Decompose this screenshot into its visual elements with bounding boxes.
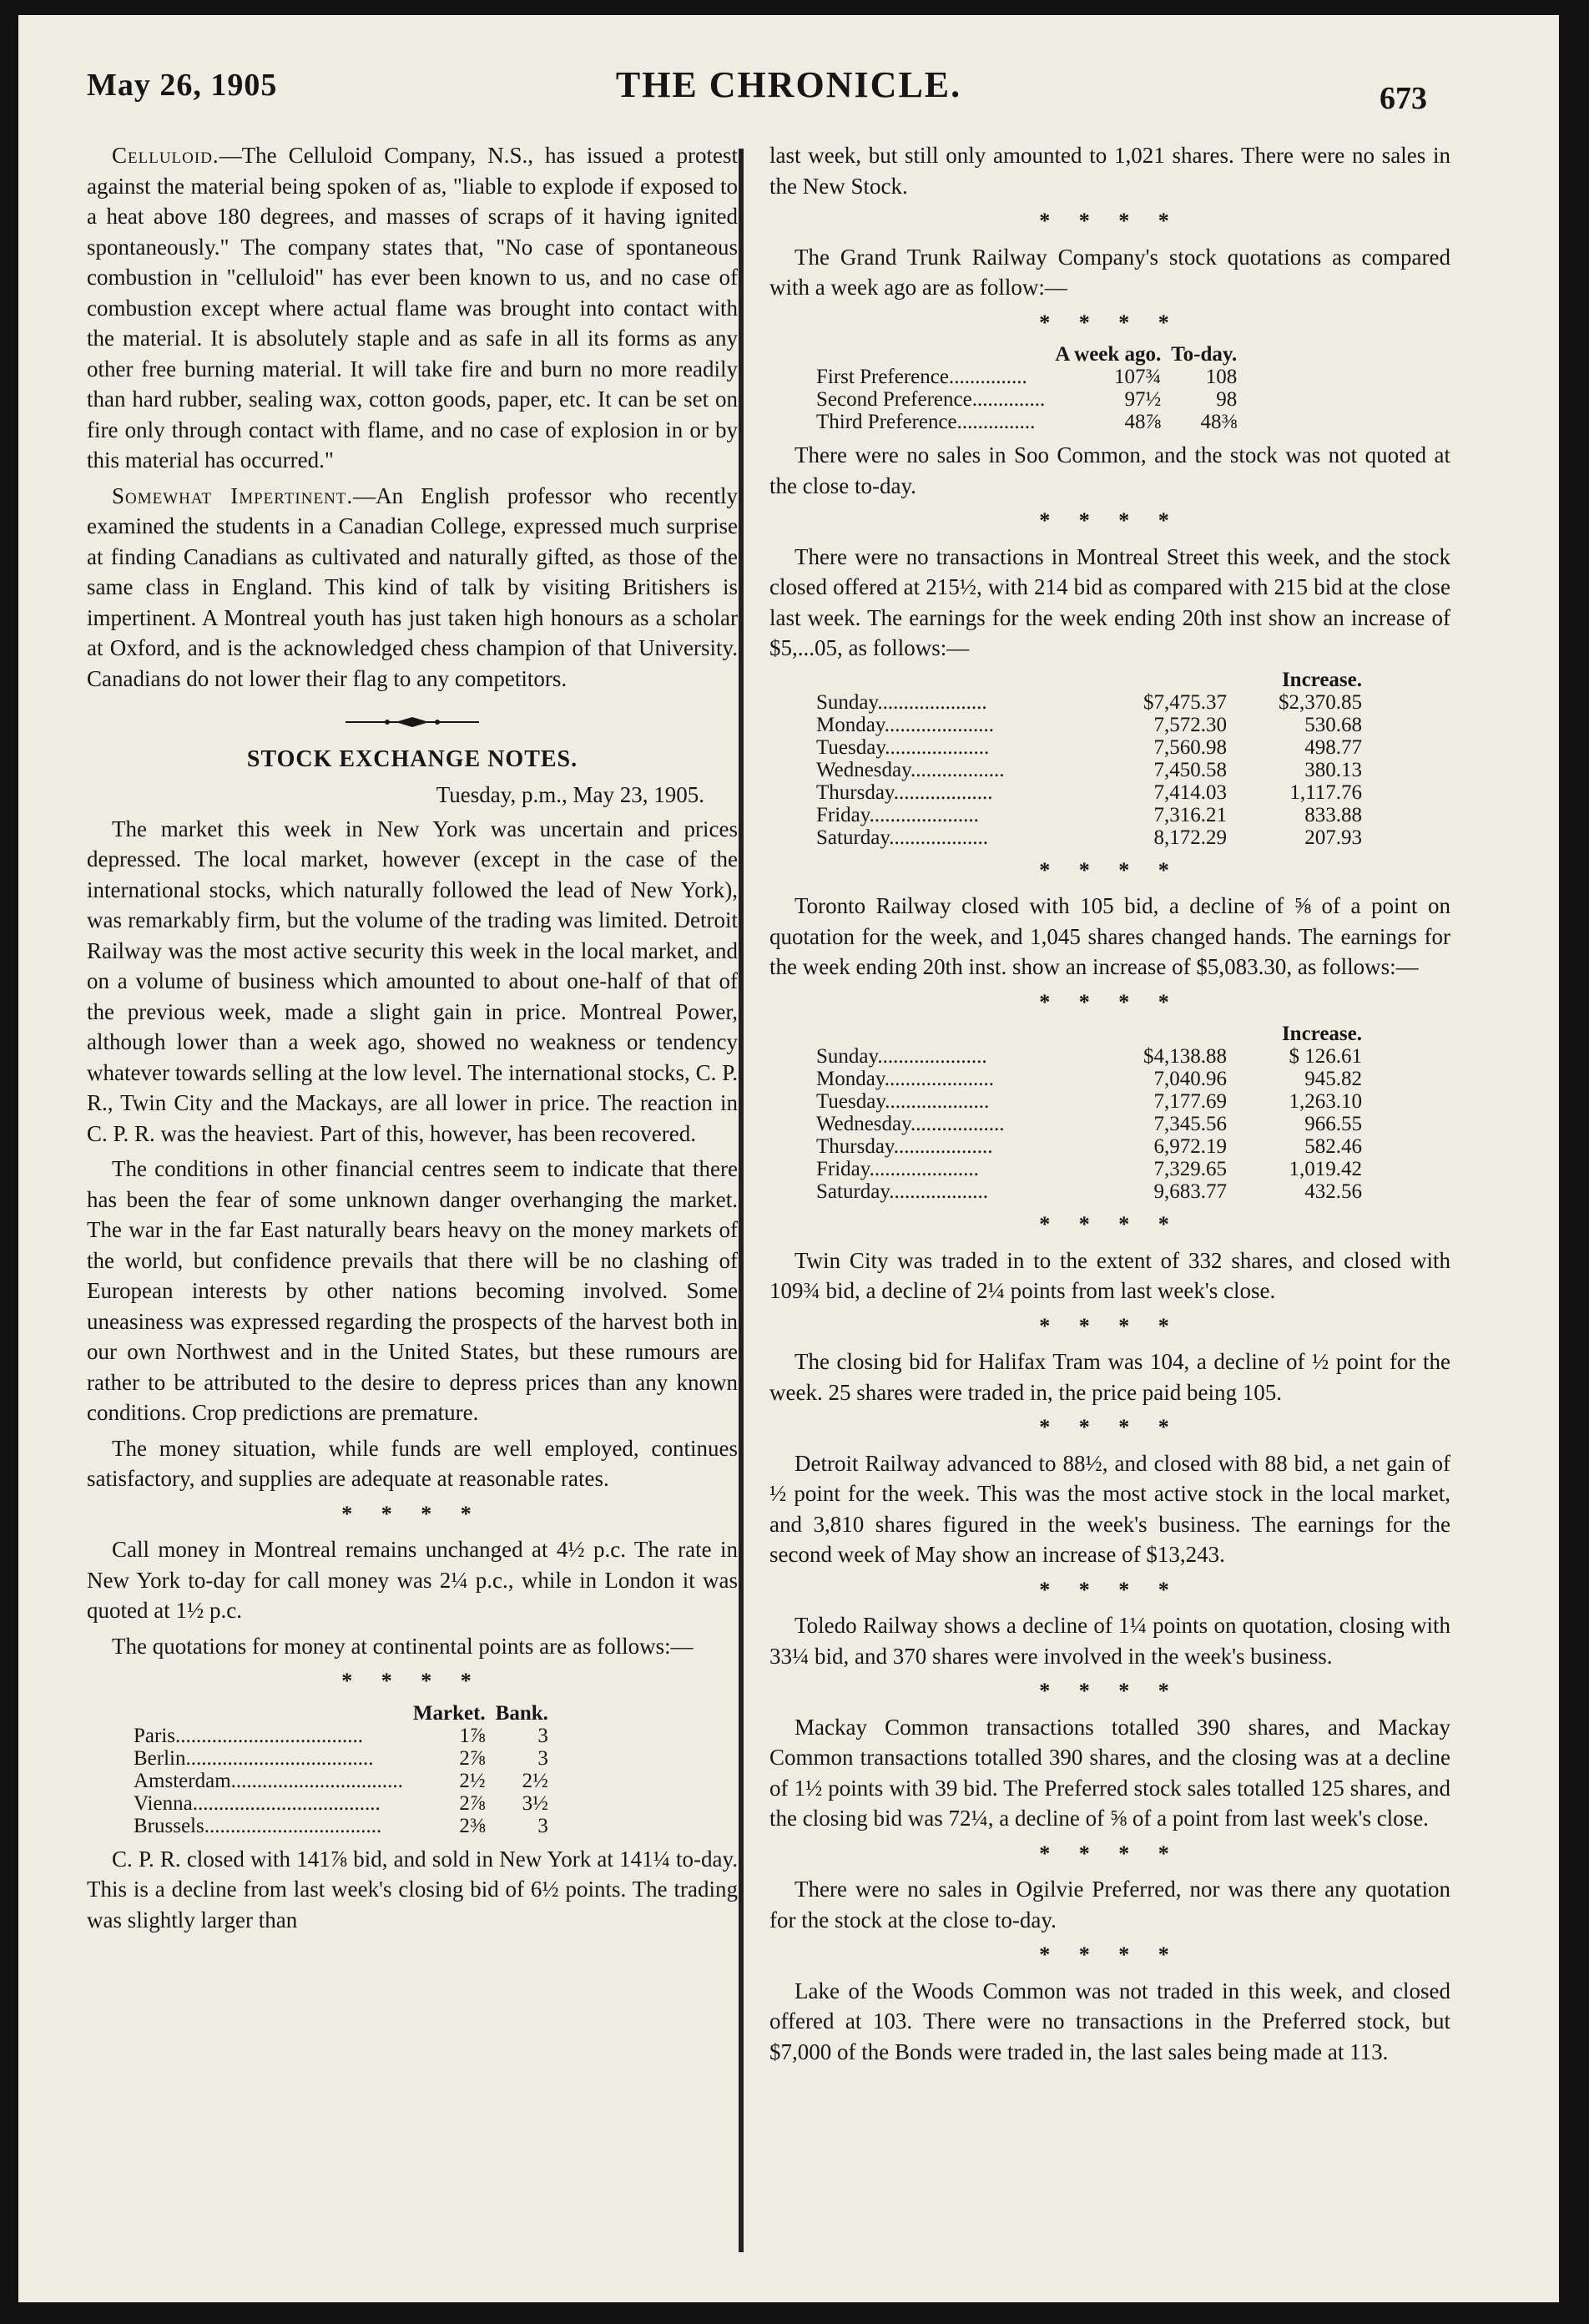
table-row bbox=[811, 388, 1242, 411]
table-cell: 7,040.96 bbox=[1153, 1068, 1227, 1090]
toronto-railway-paragraph: Toronto Railway closed with 105 bid, a decline of ⅝ of a point on quotation for the week, and 1,045 shares changed hands. The earnings for the week ending 20th inst. show an increase of $5,083.30, as follows:— bbox=[769, 893, 1450, 979]
table-row bbox=[811, 1113, 1367, 1135]
table-cell: Vienna.................................... bbox=[134, 1791, 381, 1815]
money-rates-table bbox=[129, 1702, 553, 1837]
section-title: STOCK EXCHANGE NOTES. bbox=[246, 745, 578, 772]
table-cell: 7,560.98 bbox=[1153, 735, 1227, 759]
table-cell: 530.68 bbox=[1304, 713, 1362, 736]
table-cell: 1,019.42 bbox=[1289, 1158, 1362, 1180]
header-title: THE CHRONICLE. bbox=[615, 64, 962, 105]
market-paragraph-3: The money situation, while funds are well employed, continues satisfactory, and supplies are adequate at reasonable rates. bbox=[87, 1435, 738, 1491]
market-paragraph-2: The conditions in other financial centres seem to indicate that there has been the fear of some unknown danger overhanging the market. The war in the far East naturally bears heavy on the money markets of the world, but confidence prevails that there will be no clashing of European interests by other nations becoming involved. Some uneasiness was expressed regarding the prospects of the harvest both in our own Northwest and in the United States, but these rumours are rather to be attributed to the desire to depress prices than any known conditions. Crop predictions are premature. bbox=[87, 1156, 738, 1425]
table-cell: 107¾ bbox=[1114, 366, 1162, 388]
table-cell: First Preference............... bbox=[816, 366, 1027, 388]
table-cell: Saturday................... bbox=[816, 1180, 988, 1203]
table-cell: 2½ bbox=[459, 1769, 486, 1792]
impertinent-lead: Somewhat Impertinent. bbox=[112, 482, 354, 508]
table-cell: Friday..................... bbox=[816, 1158, 979, 1180]
table-cell: Friday..................... bbox=[816, 803, 979, 826]
grand-trunk-table bbox=[811, 343, 1242, 433]
table-header: Increase. bbox=[1281, 1023, 1362, 1045]
dateline: Tuesday, p.m., May 23, 1905. bbox=[436, 782, 704, 807]
table-cell: 833.88 bbox=[1304, 803, 1362, 826]
call-money-paragraph: Call money in Montreal remains unchanged at 4½ p.c. The rate in New York to-day for call money was 2¼ p.c., while in London it was quoted at 1½ p.c. bbox=[87, 1537, 738, 1623]
asterism: * * * * bbox=[1039, 1577, 1181, 1602]
table-cell: 48⅜ bbox=[1200, 411, 1238, 433]
right-column bbox=[769, 140, 1450, 2072]
celluloid-paragraph bbox=[87, 140, 738, 476]
table-cell: 2⅜ bbox=[459, 1814, 486, 1837]
table-row bbox=[811, 826, 1367, 849]
ornamental-divider bbox=[87, 705, 738, 736]
table-header: Bank. bbox=[495, 1701, 548, 1725]
table-cell: 3 bbox=[537, 1746, 548, 1770]
table-header: To-day. bbox=[1171, 343, 1238, 366]
table-row bbox=[811, 366, 1242, 388]
table-row bbox=[811, 759, 1367, 781]
table-cell: 1⅞ bbox=[459, 1724, 486, 1747]
montreal-street-earnings-table bbox=[811, 669, 1367, 849]
table-header bbox=[129, 1702, 408, 1725]
table-row bbox=[811, 1158, 1367, 1180]
table-cell: 108 bbox=[1205, 366, 1238, 388]
table-row bbox=[129, 1792, 553, 1815]
halifax-tram-paragraph: The closing bid for Halifax Tram was 104, a decline of ½ point for the week. 25 shares were traded in, the price paid being 105. bbox=[769, 1349, 1450, 1405]
ogilvie-paragraph: There were no sales in Ogilvie Preferred, nor was there any quotation for the stock at the close to-day. bbox=[769, 1877, 1450, 1932]
impertinent-paragraph bbox=[87, 481, 738, 695]
divider-ornament-icon bbox=[346, 716, 479, 728]
asterism: * * * * bbox=[1039, 1212, 1181, 1236]
celluloid-lead: Celluloid. bbox=[112, 143, 219, 168]
table-cell: 7,414.03 bbox=[1153, 781, 1227, 804]
table-cell: Paris.................................... bbox=[134, 1724, 363, 1747]
table-cell: 1,263.10 bbox=[1289, 1090, 1362, 1113]
twin-city-paragraph: Twin City was traded in to the extent of 332 shares, and closed with 109¾ bid, a decline of 2¼ points from last week's close. bbox=[769, 1247, 1450, 1303]
asterism: * * * * bbox=[1039, 508, 1181, 533]
table-header bbox=[811, 1023, 1097, 1045]
table-header bbox=[1097, 1023, 1232, 1045]
table-row bbox=[129, 1770, 553, 1792]
asterism: * * * * bbox=[1039, 1943, 1181, 1967]
table-cell: Monday..................... bbox=[816, 1068, 994, 1090]
table-cell: 7,316.21 bbox=[1153, 803, 1227, 826]
table-cell: 97½ bbox=[1124, 388, 1162, 411]
table-cell: 582.46 bbox=[1304, 1135, 1362, 1158]
table-row bbox=[811, 1068, 1367, 1090]
table-cell: Third Preference............... bbox=[816, 411, 1036, 433]
table-row bbox=[811, 804, 1367, 826]
table-cell: 498.77 bbox=[1304, 735, 1362, 759]
table-cell: $4,138.88 bbox=[1143, 1045, 1227, 1068]
table-cell: 7,329.65 bbox=[1153, 1158, 1227, 1180]
asterism: * * * * bbox=[1039, 1679, 1181, 1703]
table-header-row bbox=[811, 1023, 1367, 1045]
table-header bbox=[811, 669, 1097, 691]
table-cell: 3½ bbox=[522, 1791, 548, 1815]
table-header bbox=[1097, 669, 1232, 691]
table-row bbox=[129, 1725, 553, 1747]
table-cell: Wednesday.................. bbox=[816, 1113, 1005, 1135]
cpr-continued-paragraph: last week, but still only amounted to 1,021 shares. There were no sales in the New Stock. bbox=[769, 143, 1450, 199]
left-column bbox=[87, 140, 738, 1940]
asterism: * * * * bbox=[1039, 1415, 1181, 1439]
table-cell: 7,345.56 bbox=[1153, 1113, 1227, 1135]
newspaper-page bbox=[18, 15, 1559, 2302]
montreal-street-paragraph: There were no transactions in Montreal Street this week, and the stock closed offered at 215½, with 214 bid as compared with 215 bid at the close last week. The earnings for the week ending 20th inst show an increase of $5,...05, as follows:— bbox=[769, 543, 1450, 660]
table-cell: 48⅞ bbox=[1124, 411, 1162, 433]
table-cell: 380.13 bbox=[1304, 758, 1362, 781]
table-header-row bbox=[811, 343, 1242, 366]
table-cell: 98 bbox=[1216, 388, 1238, 411]
table-cell: Saturday................... bbox=[816, 826, 988, 849]
table-cell: 3 bbox=[537, 1814, 548, 1837]
impertinent-text: —An English professor who recently examined the students in a Canadian College, expressed much surprise at finding Canadians as cultivated and naturally gifted, as those of the same class in England. This kind of talk by visiting Britishers is impertinent. A Montreal youth has just taken high honours as a scholar at Oxford, and is the acknowledged chess champion of that University. Canadians do not lower their flag to any competitors. bbox=[87, 482, 738, 691]
table-cell: 1,117.76 bbox=[1289, 781, 1362, 804]
page-number: 673 bbox=[1380, 81, 1427, 116]
asterism: * * * * bbox=[1039, 1313, 1181, 1338]
table-row bbox=[129, 1815, 553, 1837]
table-cell: $2,370.85 bbox=[1279, 690, 1362, 714]
table-cell: Amsterdam................................. bbox=[134, 1769, 403, 1792]
grand-trunk-paragraph: The Grand Trunk Railway Company's stock quotations as compared with a week ago are as follow:— bbox=[769, 244, 1450, 300]
table-row bbox=[811, 691, 1367, 714]
lake-of-the-woods-paragraph: Lake of the Woods Common was not traded in this week, and closed offered at 103. There were no transactions in the Preferred stock, but $7,000 of the Bonds were traded in, the last sales being made at 113. bbox=[769, 1978, 1450, 2064]
table-cell: Tuesday.................... bbox=[816, 735, 990, 759]
table-cell: Berlin.................................... bbox=[134, 1746, 374, 1770]
table-row bbox=[811, 714, 1367, 736]
table-header: Market. bbox=[412, 1701, 486, 1725]
table-cell: 2½ bbox=[522, 1769, 548, 1792]
table-cell: 7,177.69 bbox=[1153, 1090, 1227, 1113]
table-header: Increase. bbox=[1281, 668, 1362, 691]
quotations-intro: The quotations for money at continental points are as follows:— bbox=[112, 1633, 694, 1659]
soo-paragraph: There were no sales in Soo Common, and the stock was not quoted at the close to-day. bbox=[769, 442, 1450, 498]
table-cell: 2⅞ bbox=[459, 1791, 486, 1815]
toledo-railway-paragraph: Toledo Railway shows a decline of 1¼ points on quotation, closing with 33¼ bid, and 370 shares were involved in the week's business. bbox=[769, 1613, 1450, 1669]
table-row bbox=[129, 1747, 553, 1770]
table-cell: Monday..................... bbox=[816, 713, 994, 736]
table-cell: 3 bbox=[537, 1724, 548, 1747]
table-cell: 8,172.29 bbox=[1153, 826, 1227, 849]
table-header bbox=[811, 343, 1050, 366]
table-row bbox=[811, 1090, 1367, 1113]
header-date: May 26, 1905 bbox=[87, 68, 278, 103]
table-cell: Thursday................... bbox=[816, 1135, 993, 1158]
table-cell: Brussels.................................. bbox=[134, 1814, 382, 1837]
table-header-row bbox=[129, 1702, 553, 1725]
table-cell: Thursday................... bbox=[816, 781, 993, 804]
table-cell: 7,450.58 bbox=[1153, 758, 1227, 781]
page-header bbox=[18, 15, 1559, 140]
table-cell: Sunday..................... bbox=[816, 1045, 987, 1068]
table-cell: Sunday..................... bbox=[816, 690, 987, 714]
table-header: A week ago. bbox=[1055, 343, 1162, 366]
celluloid-text: —The Celluloid Company, N.S., has issued a protest against the material being spoken of as, "liable to explode if exposed to a heat above 180 degrees, and masses of scraps of it having ignited spontaneously." The company states that, "No case of spontaneous combustion in "celluloid" has ever been known to us, and no case of combustion except where actual flame was brought into contact with the material. It is absolutely staple and as safe in all its forms as any other free burning material. It will take fire and burn no more readily than hard rubber, sealing wax, cotton goods, paper, etc. It can be set on fire only through contact with flame, and no case of explosion in or by this material has occurred." bbox=[87, 143, 738, 472]
table-cell: 2⅞ bbox=[459, 1746, 486, 1770]
table-row bbox=[811, 1045, 1367, 1068]
asterism: * * * * bbox=[1039, 1841, 1181, 1866]
table-cell: 432.56 bbox=[1304, 1180, 1362, 1203]
table-cell: $7,475.37 bbox=[1143, 690, 1227, 714]
table-cell: 9,683.77 bbox=[1153, 1180, 1227, 1203]
cpr-paragraph: C. P. R. closed with 141⅞ bid, and sold in New York at 141¼ to-day. This is a decline from last week's closing bid of 6½ points. The trading was slightly larger than bbox=[87, 1846, 738, 1932]
table-cell: 7,572.30 bbox=[1153, 713, 1227, 736]
table-cell: Tuesday.................... bbox=[816, 1090, 990, 1113]
asterism: * * * * bbox=[1039, 857, 1181, 882]
table-header-row bbox=[811, 669, 1367, 691]
table-row bbox=[811, 1135, 1367, 1158]
column-divider bbox=[739, 149, 744, 2252]
asterism: * * * * bbox=[341, 1669, 483, 1693]
market-paragraph-1: The market this week in New York was uncertain and prices depressed. The local market, however (except in the case of the international stocks, which naturally followed the lead of New York), was remarkably firm, but the volume of the trading was limited. Detroit Railway was the most active security this week in the local market, and on a volume of business which amounted to about one-half of that of the previous week, made a slight gain in price. Montreal Power, although lower than a week ago, showed no weakness or tendency whatever towards selling at the low level. The international stocks, C. P. R., Twin City and the Mackays, are all lower in price. The reaction in C. P. R. was the heaviest. Part of this, however, has been recovered. bbox=[87, 816, 738, 1146]
table-cell: 966.55 bbox=[1304, 1113, 1362, 1135]
table-row bbox=[811, 781, 1367, 804]
asterism: * * * * bbox=[341, 1501, 483, 1526]
table-row bbox=[811, 1180, 1367, 1203]
toronto-railway-earnings-table bbox=[811, 1023, 1367, 1203]
asterism: * * * * bbox=[1039, 209, 1181, 233]
detroit-railway-paragraph: Detroit Railway advanced to 88½, and closed with 88 bid, a net gain of ½ point for the week. This was the most active stock in the local market, and 3,810 shares figured in the week's business. The earnings for the second week of May show an increase of $13,243. bbox=[769, 1450, 1450, 1567]
mackay-paragraph: Mackay Common transactions totalled 390 shares, and Mackay Common transactions totalled 390 shares, and the closing was at a decline of 1½ points with 39 bid. The Preferred stock sales totalled 125 shares, and the closing bid was 72¼, a decline of ⅝ of a point from last week's close. bbox=[769, 1714, 1450, 1831]
asterism: * * * * bbox=[1039, 310, 1181, 335]
table-cell: 945.82 bbox=[1304, 1068, 1362, 1090]
table-row bbox=[811, 736, 1367, 759]
table-cell: $ 126.61 bbox=[1289, 1045, 1362, 1068]
table-cell: 207.93 bbox=[1304, 826, 1362, 849]
table-cell: 6,972.19 bbox=[1153, 1135, 1227, 1158]
asterism: * * * * bbox=[1039, 989, 1181, 1014]
table-cell: Second Preference.............. bbox=[816, 388, 1046, 411]
table-cell: Wednesday.................. bbox=[816, 758, 1005, 781]
table-row bbox=[811, 411, 1242, 433]
